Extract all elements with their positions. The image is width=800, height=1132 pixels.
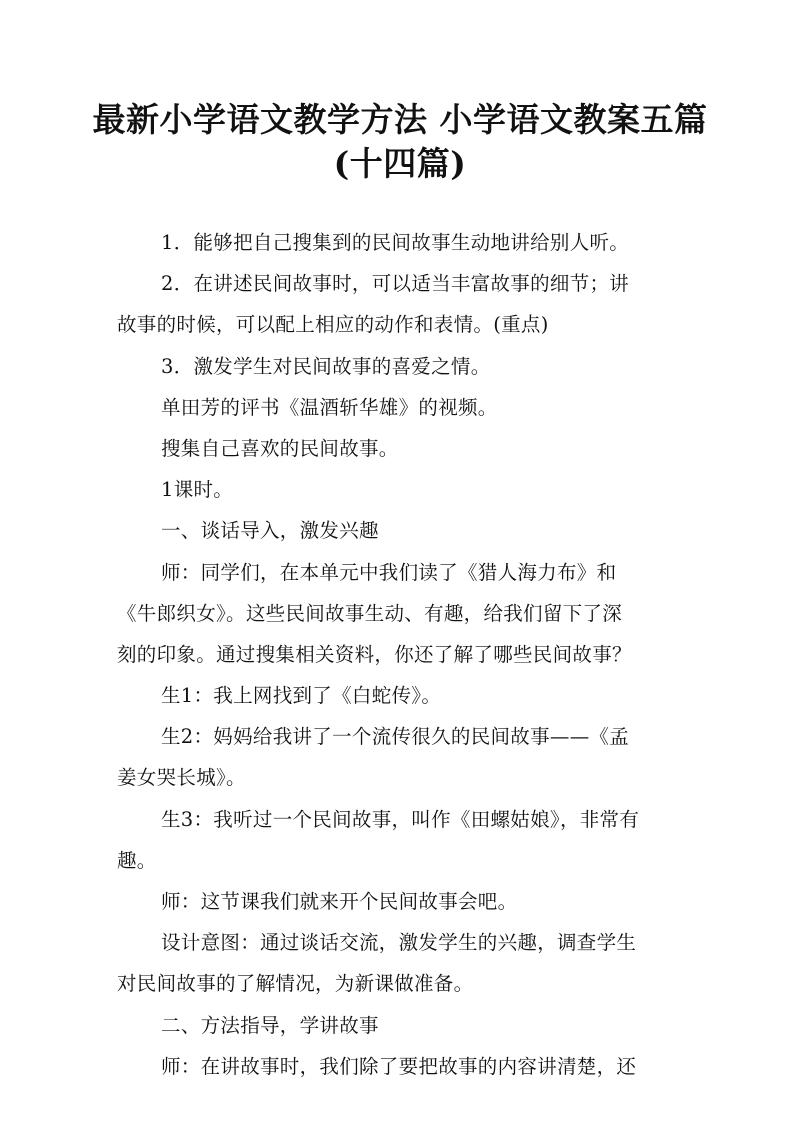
paragraph-line: 2．在讲述民间故事时，可以适当丰富故事的细节；讲 <box>161 272 630 296</box>
document-title-line-2: (十四篇) <box>333 144 467 183</box>
paragraph-line: 师：在讲故事时，我们除了要把故事的内容讲清楚，还 <box>161 1054 637 1078</box>
paragraph-line: 趣。 <box>117 848 157 872</box>
paragraph-line: 3．激发学生对民间故事的喜爱之情。 <box>161 354 491 378</box>
section-heading: 二、方法指导，学讲故事 <box>161 1013 379 1037</box>
paragraph-line: 刻的印象。通过搜集相关资料，你还了解了哪些民间故事？ <box>117 642 632 666</box>
paragraph-line: 对民间故事的了解情况，为新课做准备。 <box>117 972 474 996</box>
paragraph-line: 师：这节课我们就来开个民间故事会吧。 <box>161 890 518 913</box>
paragraph-line: 故事的时候，可以配上相应的动作和表情。(重点) <box>117 313 549 337</box>
paragraph-line: 《牛郎织女》。这些民间故事生动、有趣，给我们留下了深 <box>117 601 623 625</box>
paragraph-line: 生2：妈妈给我讲了一个流传很久的民间故事——《孟 <box>161 725 630 749</box>
paragraph-line: 生3：我听过一个民间故事，叫作《田螺姑娘》，非常有 <box>161 807 640 831</box>
document-body <box>117 222 683 1087</box>
paragraph-line: 1课时。 <box>161 478 234 502</box>
paragraph-line: 设计意图：通过谈话交流，激发学生的兴趣，调查学生 <box>161 931 637 955</box>
paragraph-line: 姜女哭长城》。 <box>117 766 246 790</box>
section-heading: 一、谈话导入，激发兴趣 <box>161 519 379 543</box>
paragraph-line: 师：同学们，在本单元中我们读了《猎人海力布》和 <box>161 560 617 584</box>
paragraph-line: 搜集自己喜欢的民间故事。 <box>161 436 399 460</box>
paragraph-line: 生1：我上网找到了《白蛇传》。 <box>161 684 442 708</box>
paragraph-line: 1．能够把自己搜集到的民间故事生动地讲给别人听。 <box>161 231 630 254</box>
document-title-line-1: 最新小学语文教学方法 小学语文教案五篇 <box>92 100 708 139</box>
paragraph-line: 单田芳的评书《温酒斩华雄》的视频。 <box>161 395 498 419</box>
